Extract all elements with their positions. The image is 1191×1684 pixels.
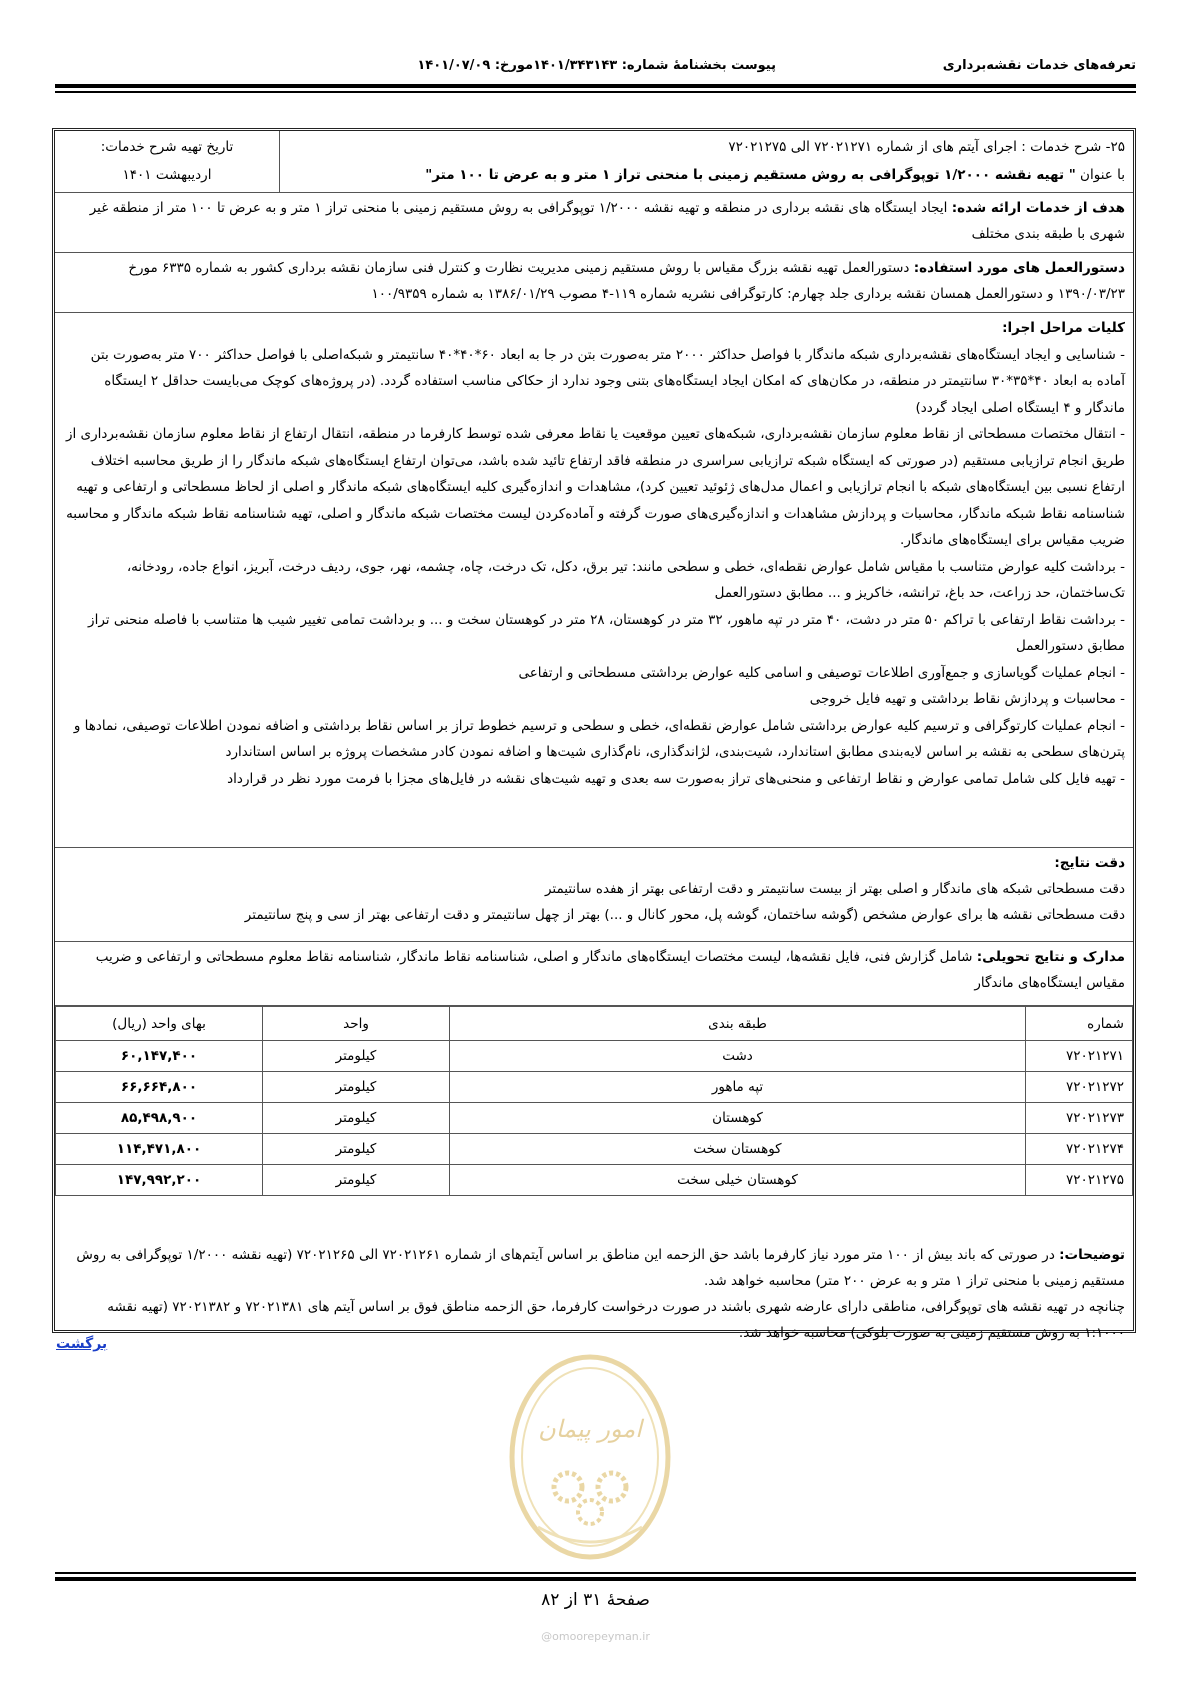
header-code: شماره xyxy=(1026,1007,1133,1041)
item-class: کوهستان xyxy=(450,1103,1026,1134)
service-title-prefix: با عنوان xyxy=(1075,167,1125,183)
service-title-row xyxy=(55,131,1133,193)
item-class: کوهستان خیلی سخت xyxy=(450,1165,1026,1196)
header-class: طبقه بندی xyxy=(450,1007,1026,1041)
table-row xyxy=(56,1165,1133,1196)
goal-label: هدف از خدمات ارائه شده: xyxy=(951,200,1125,216)
step-item: - انجام عملیات کارتوگرافی و ترسیم کلیه عوارض برداشتی شامل عوارض نقطه‌ای، خطی و سطحی و ترسیم خطوط تراز بر اساس نقاط برداشتی و اضافه نمودن اطلاعات توصیفی، نمادها و پترن‌های سطحی به نقشه بر اساس لایه‌بندی مطابق استاندارد، شیت‌بندی، لژاندگذاری، نام‌گذاری شیت‌ها و اضافه نمودن کادر مشخصات پروژه بر اساس استاندارد xyxy=(73,717,1125,760)
back-link[interactable]: برگشت xyxy=(56,1336,108,1352)
step-item: - برداشت نقاط ارتفاعی با تراکم ۵۰ متر در دشت، ۴۰ متر در تپه ماهور، ۳۲ متر در کوهستان، ۲۸ متر در کوهستان سخت و ... و برداشت تمامی تغییر شیب ها متناسب با فاصله منحنی تراز مطابق دستورالعمل xyxy=(88,611,1125,654)
item-price: ۸۵,۴۹۸,۹۰۰ xyxy=(56,1103,263,1134)
seal-watermark xyxy=(508,1352,673,1562)
step-item: - محاسبات و پردازش نقاط برداشتی و تهیه فایل خروجی xyxy=(809,691,1125,707)
header-price: بهای واحد (ریال) xyxy=(56,1007,263,1041)
item-class: تپه ماهور xyxy=(450,1072,1026,1103)
step-item: - انجام عملیات گویاسازی و جمع‌آوری اطلاعات توصیفی و اسامی کلیه عوارض برداشتی مسطحاتی و ارتفاعی xyxy=(518,664,1125,681)
service-date-label: تاریخ تهیه شرح خدمات: xyxy=(100,139,234,155)
header-rule-thin xyxy=(55,91,1136,93)
accuracy-label: دقت نتایج: xyxy=(1054,855,1125,871)
item-unit: کیلومتر xyxy=(263,1103,450,1134)
instructions-label: دستورالعمل های مورد استفاده: xyxy=(913,260,1125,276)
item-code: ۷۲۰۲۱۲۷۱ xyxy=(1026,1041,1133,1072)
notes-label: توضیحات: xyxy=(1059,1247,1125,1263)
service-description-box xyxy=(52,128,1136,1341)
page-header xyxy=(55,58,1136,80)
item-code: ۷۲۰۲۱۲۷۴ xyxy=(1026,1134,1133,1165)
deliverables-label: مدارک و نتایج تحویلی: xyxy=(976,949,1125,965)
step-item: - شناسایی و ایجاد ایستگاه‌های نقشه‌برداری شبکه ماندگار با فواصل حداکثر ۲۰۰۰ متر به‌صورت بتن در جا به ابعاد ۶۰*۴۰*۴۰ سانتیمتر و شبکه‌اصلی با فواصل حداکثر ۷۰۰ متر به‌صورت بتن آماده به ابعاد ۴۰*۳۵*۳۰ سانتیمتر در منطقه، در مکان‌های که امکان ایجاد ایستگاه‌های بتنی وجود ندارد از حکاکی مناسب استفاده گردد. (در پروژه‌های کوچک می‌بایست حداقل ۲ ایستگاه ماندگار و ۴ ایستگاه اصلی ایجاد گردد) xyxy=(90,346,1125,416)
deliverables-text: شامل گزارش فنی، فایل نقشه‌ها، لیست مختصات ایستگاه‌های ماندگار و اصلی، شناسنامه نقاط ماندگار، شناسنامه نقاط معلوم مسطحاتی و ارتفاعی و ضریب مقیاس ایستگاه‌های ماندگار xyxy=(95,949,1125,991)
item-class: دشت xyxy=(450,1041,1026,1072)
service-title: " تهیه نقشه ۱/۲۰۰۰ توپوگرافی به روش مستقیم زمینی با منحنی تراز ۱ متر و به عرض تا ۱۰۰ متر" xyxy=(425,167,1076,183)
notes-text-1: در صورتی که باند بیش از ۱۰۰ متر مورد نیاز کارفرما باشد حق الزحمه این مناطق بر اساس آیتم‌های از شماره ۷۲۰۲۱۲۶۱ الی ۷۲۰۲۱۲۶۵ (تهیه نقشه ۱/۲۰۰۰ توپوگرافی به روش مستقیم زمینی با منحنی تراز ۱ متر و به عرض ۲۰۰ متر) محاسبه خواهد شد. xyxy=(76,1247,1125,1289)
instructions-row xyxy=(55,253,1133,313)
steps-row xyxy=(55,313,1133,848)
goal-row xyxy=(55,193,1133,253)
price-table-container xyxy=(55,1006,1133,1240)
deliverables-row xyxy=(55,942,1133,1006)
item-unit: کیلومتر xyxy=(263,1165,450,1196)
service-title-cell xyxy=(281,131,1133,192)
table-row xyxy=(56,1103,1133,1134)
item-code: ۷۲۰۲۱۲۷۲ xyxy=(1026,1072,1133,1103)
notes-text-2: چنانچه در تهیه نقشه های توپوگرافی، مناطقی دارای عارضه شهری باشند در صورت درخواست کارفرما، حق الزحمه مناطق فوق بر اساس آیتم های ۷۲۰۲۱۳۸۱ و ۷۲۰۲۱۳۸۲ (تهیه نقشه ۱:۱۰۰۰ به روش مستقیم زمینی به صورت بلوکی) محاسبه خواهد شد. xyxy=(107,1299,1125,1341)
step-item: - انتقال مختصات مسطحاتی از نقاط معلوم سازمان نقشه‌برداری، شبکه‌های تعیین موقعیت یا نقاط معرفی شده توسط کارفرما در منطقه، انتقال ارتفاع از نقاط معلوم سازمان نقشه‌برداری از طریق انجام ترازیابی مستقیم (در صورتی که ایستگاه شبکه ترازیابی سراسری در منطقه فاقد ارتفاع تائید شده باشد، می‌توان ارتفاع ایستگاه‌های شبکه ماندگار را از طریق محاسبه اختلاف ارتفاع نسبی بین ایستگاه‌های شبکه با انجام ترازیابی و اعمال مدل‌های ژئوئید تعیین کرد)، مشاهدات و اندازه‌گیری کلیه ایستگاه‌های شبکه ماندگار و اصلی از لحاظ مسطحاتی و ارتفاعی و تهیه شناسنامه نقاط شبکه ماندگار، محاسبات و پردازش مشاهدات و اندازه‌گیری‌های صورت گرفته و آماده‌کردن لیست مختصات شبکه ماندگار و اصلی، تهیه شناسنامه نقاط شبکه ماندگار و محاسبه ضریب مقیاس برای ایستگاه‌های ماندگار. xyxy=(65,426,1125,548)
footer-rule-thick xyxy=(55,1577,1136,1581)
instructions-text: دستورالعمل تهیه نقشه بزرگ مقیاس با روش مستقیم زمینی مدیریت نظارت و کنترل فنی سازمان نقشه برداری کشور به شماره ۶۳۳۵ مورخ ۱۳۹۰/۰۳/۲۳ و دستورالعمل همسان نقشه برداری جلد چهارم: کارتوگرافی نشریه شماره ۱۱۹-۴ مصوب ۱۳۸۶/۰۱/۲۹ به شماره ۱۰۰/۹۳۵۹ xyxy=(128,260,1125,302)
step-item: - برداشت کلیه عوارض متناسب با مقیاس شامل عوارض نقطه‌ای، خطی و سطحی مانند: تیر برق، دکل، تک درخت، چاه، چشمه، نهر، جوی، ردیف درخت، آبریز، انواع جاده، رودخانه، تک‌ساختمان، حد زراعت، حد باغ، ترانشه، خاکریز و ... مطابق دستورالعمل xyxy=(126,558,1125,601)
step-item: - تهیه فایل کلی شامل تمامی عوارض و نقاط ارتفاعی و منحنی‌های تراز به‌صورت سه بعدی و تهیه شیت‌های نقشه در فایل‌های مجزا با فرمت مورد نظر در قرارداد xyxy=(227,770,1125,787)
item-price: ۶۰,۱۴۷,۴۰۰ xyxy=(56,1041,263,1072)
item-unit: کیلومتر xyxy=(263,1134,450,1165)
attachment-reference: پیوست بخشنامهٔ شماره: ۱۴۰۱/۳۴۳۱۴۳مورخ: ۱۴۰۱/۰۷/۰۹ xyxy=(417,58,776,73)
item-code: ۷۲۰۲۱۲۷۵ xyxy=(1026,1165,1133,1196)
item-price: ۶۶,۶۶۴,۸۰۰ xyxy=(56,1072,263,1103)
footer-rule-thin xyxy=(55,1572,1136,1574)
notes-row xyxy=(55,1240,1133,1341)
website-watermark: @omoorepeyman.ir xyxy=(541,1630,650,1643)
price-table xyxy=(55,1006,1133,1196)
item-unit: کیلومتر xyxy=(263,1072,450,1103)
accuracy-item: دقت مسطحاتی شبکه های ماندگار و اصلی بهتر از بیست سانتیمتر و دقت ارتفاعی بهتر از هفده سانتیمتر xyxy=(544,881,1125,897)
header-unit: واحد xyxy=(263,1007,450,1041)
service-date-cell xyxy=(55,131,280,192)
item-price: ۱۴۷,۹۹۲,۲۰۰ xyxy=(56,1165,263,1196)
svg-text:امور پیمان: امور پیمان xyxy=(538,1415,642,1443)
item-code: ۷۲۰۲۱۲۷۳ xyxy=(1026,1103,1133,1134)
table-row xyxy=(56,1041,1133,1072)
service-date-value: اردیبهشت ۱۴۰۱ xyxy=(122,167,212,183)
table-row xyxy=(56,1134,1133,1165)
item-price: ۱۱۴,۴۷۱,۸۰۰ xyxy=(56,1134,263,1165)
service-items-line: ۲۵- شرح خدمات : اجرای آیتم های از شماره ۷۲۰۲۱۲۷۱ الی ۷۲۰۲۱۲۷۵ xyxy=(728,139,1125,155)
header-rule-thick xyxy=(55,84,1136,88)
accuracy-item: دقت مسطحاتی نقشه ها برای عوارض مشخص (گوشه ساختمان، گوشه پل، محور کانال و ...) بهتر از چهل سانتیمتر و دقت ارتفاعی بهتر از سی و پنج سانتیمتر xyxy=(244,907,1125,923)
steps-label: کلیات مراحل اجرا: xyxy=(1002,320,1125,336)
goal-text: ایجاد ایستگاه های نقشه برداری در منطقه و تهیه نقشه ۱/۲۰۰۰ توپوگرافی به روش مستقیم زمینی با منحنی تراز ۱ متر و به عرض تا ۱۰۰ متر از منطقه غیر شهری با طبقه بندی مختلف xyxy=(89,200,1125,242)
table-row xyxy=(56,1072,1133,1103)
item-class: کوهستان سخت xyxy=(450,1134,1026,1165)
service-title-line xyxy=(289,161,1125,189)
item-unit: کیلومتر xyxy=(263,1041,450,1072)
accuracy-row xyxy=(55,848,1133,942)
document-title: تعرفه‌های خدمات نقشه‌برداری xyxy=(942,58,1136,73)
page-number: صفحهٔ ۳۱ از ۸۲ xyxy=(541,1590,650,1610)
table-header-row xyxy=(56,1007,1133,1041)
